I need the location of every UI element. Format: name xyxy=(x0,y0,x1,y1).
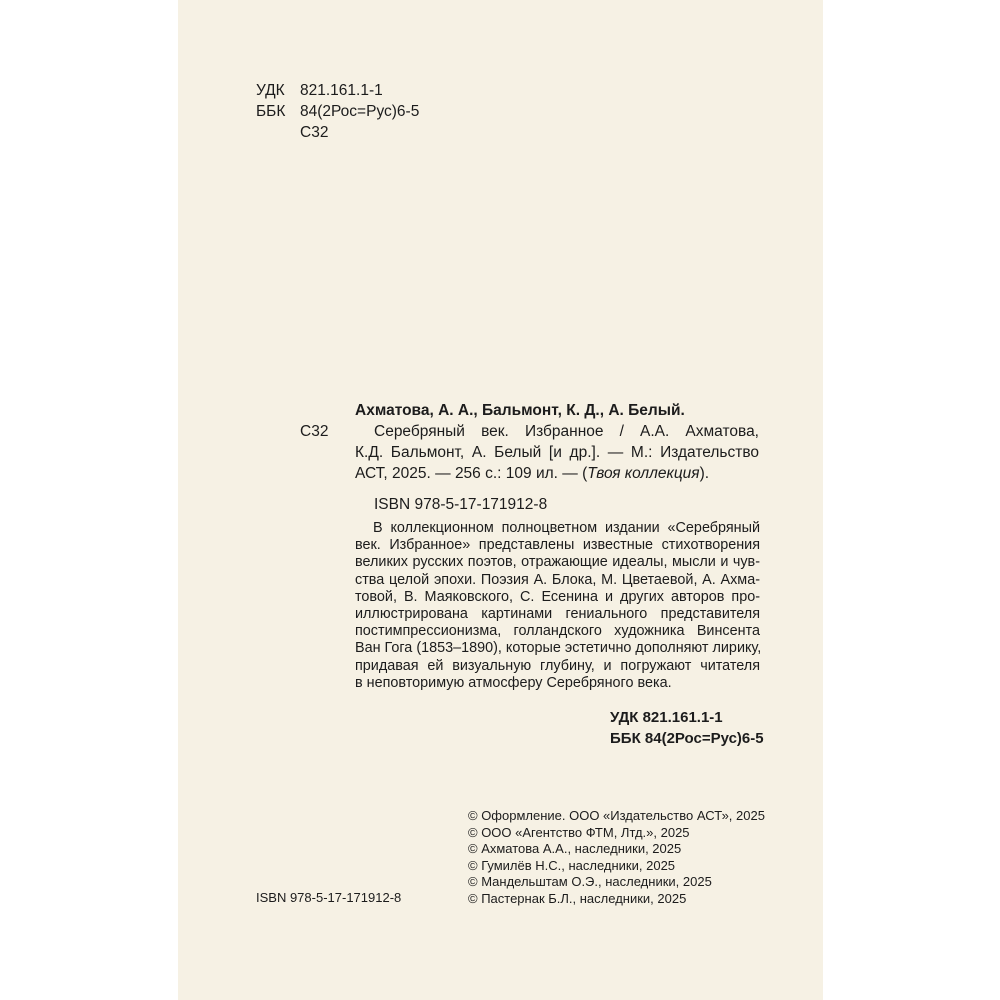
biblio-line-1: Серебряный век. Избранное / А.А. Ахматова, xyxy=(374,423,759,440)
bbk-value: 84(2Рос=Рус)6-5 xyxy=(300,103,420,120)
annotation-line: В коллекционном полноцветном издании «Серебряный xyxy=(373,520,760,536)
annotation-line: век. Избранное» представлены известные стихотворения xyxy=(355,537,760,554)
annotation-line: товой, В. Маяковского, С. Есенина и других авторов про- xyxy=(355,588,760,605)
annotation-line: придавая ей визуальную глубину, и погружают читателя xyxy=(355,657,760,674)
udk-value: 821.161.1-1 xyxy=(300,82,383,99)
biblio-line-2: К.Д. Бальмонт, А. Белый [и др.]. — М.: Издательство xyxy=(355,444,759,461)
author-mark-top: С32 xyxy=(300,124,329,141)
copyright-line: © Гумилёв Н.С., наследники, 2025 xyxy=(468,857,676,873)
authors-heading: Ахматова, А. А., Бальмонт, К. Д., А. Белый. xyxy=(355,402,685,419)
bbk-bottom: ББК 84(2Рос=Рус)6-5 xyxy=(610,730,764,747)
annotation xyxy=(355,520,760,692)
isbn-bottom: ISBN 978-5-17-171912-8 xyxy=(256,890,402,905)
biblio-line-3-start: АСТ, 2025. — 256 с.: 109 ил. — ( xyxy=(355,465,588,482)
biblio-line-3 xyxy=(355,463,709,484)
udk-label: УДК xyxy=(256,82,285,99)
copyright-line: © Пастернак Б.Л., наследники, 2025 xyxy=(468,890,687,906)
annotation-line: Ван Гога (1853–1890), которые эстетично дополняют лирику, xyxy=(355,640,762,657)
bibliographic-record xyxy=(300,400,760,513)
author-mark: С32 xyxy=(300,423,329,440)
copyright-line: © Ахматова А.А., наследники, 2025 xyxy=(468,841,682,856)
copyright-line: © ООО «Агентство ФТМ, Лтд.», 2025 xyxy=(468,824,690,840)
isbn-record: ISBN 978-5-17-171912-8 xyxy=(374,496,548,513)
series-title: Твоя коллекция xyxy=(587,465,700,482)
annotation-line: постимпрессионизма, голландского художника Винсента xyxy=(355,623,760,640)
annotation-line: великих русских поэтов, отражающие идеалы, мысли и чув- xyxy=(355,554,760,571)
classification-top xyxy=(256,80,456,146)
copyright-block xyxy=(468,808,765,907)
annotation-line: ства целой эпохи. Поэзия А. Блока, М. Цветаевой, А. Ахма- xyxy=(355,571,760,588)
bbk-label: ББК xyxy=(256,103,286,120)
udk-bottom: УДК 821.161.1-1 xyxy=(610,709,723,726)
annotation-line: в неповторимую атмосферу Серебряного века. xyxy=(355,674,672,691)
biblio-line-3-end: ). xyxy=(699,465,710,482)
copyright-line: © Мандельштам О.Э., наследники, 2025 xyxy=(468,874,712,889)
annotation-line: иллюстрирована картинами гениального представителя xyxy=(355,606,760,623)
copyright-line: © Оформление. ООО «Издательство АСТ», 2025 xyxy=(468,808,765,823)
classification-bottom xyxy=(610,707,764,749)
